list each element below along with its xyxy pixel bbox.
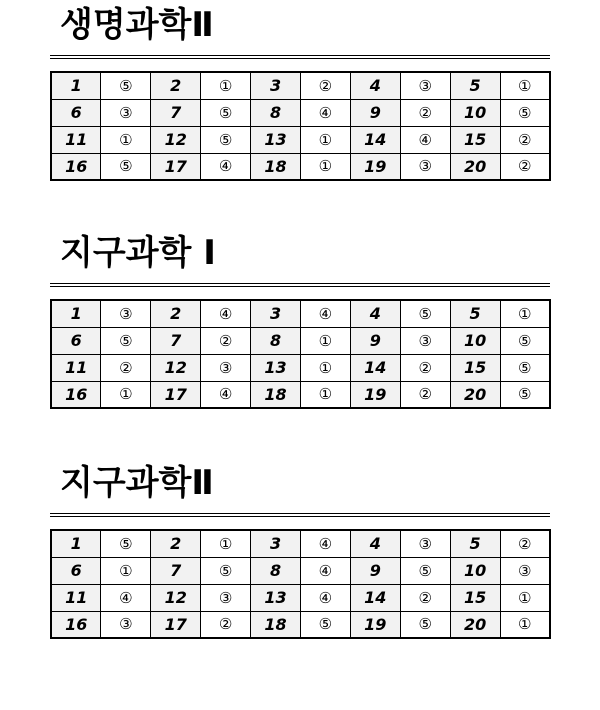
question-number: 1 — [51, 530, 101, 557]
section-title: 지구과학Ⅱ — [60, 463, 214, 503]
answer-row — [51, 584, 550, 611]
question-number: 2 — [151, 300, 201, 327]
answer-choice: ④ — [400, 126, 450, 153]
question-number: 2 — [151, 72, 201, 99]
answer-choice: ④ — [201, 300, 251, 327]
question-number: 13 — [251, 126, 301, 153]
question-number: 17 — [151, 611, 201, 638]
question-number: 11 — [51, 354, 101, 381]
answer-choice: ④ — [300, 300, 350, 327]
answer-row — [51, 153, 550, 180]
question-number: 9 — [350, 327, 400, 354]
answer-choice: ⑤ — [500, 381, 550, 408]
question-number: 16 — [51, 153, 101, 180]
question-number: 17 — [151, 381, 201, 408]
section-title: 생명과학Ⅱ — [60, 5, 214, 45]
answer-choice: ⑤ — [101, 72, 151, 99]
answer-choice: ③ — [101, 300, 151, 327]
answer-choice: ④ — [300, 584, 350, 611]
question-number: 6 — [51, 327, 101, 354]
question-number: 15 — [450, 354, 500, 381]
question-number: 9 — [350, 557, 400, 584]
question-number: 5 — [450, 530, 500, 557]
question-number: 1 — [51, 300, 101, 327]
answer-choice: ② — [300, 72, 350, 99]
question-number: 1 — [51, 72, 101, 99]
question-number: 4 — [350, 530, 400, 557]
question-number: 3 — [251, 530, 301, 557]
question-number: 8 — [251, 557, 301, 584]
answer-choice: ④ — [201, 381, 251, 408]
question-number: 19 — [350, 611, 400, 638]
question-number: 19 — [350, 153, 400, 180]
answer-choice: ① — [101, 557, 151, 584]
question-number: 11 — [51, 584, 101, 611]
question-number: 13 — [251, 354, 301, 381]
question-number: 13 — [251, 584, 301, 611]
answer-choice: ② — [500, 530, 550, 557]
answer-choice: ① — [101, 381, 151, 408]
answer-choice: ④ — [201, 153, 251, 180]
answer-choice: ⑤ — [101, 327, 151, 354]
answer-choice: ① — [500, 300, 550, 327]
answer-choice: ② — [400, 99, 450, 126]
question-number: 2 — [151, 530, 201, 557]
answer-choice: ① — [300, 126, 350, 153]
question-number: 18 — [251, 153, 301, 180]
question-number: 7 — [151, 557, 201, 584]
answer-choice: ③ — [101, 99, 151, 126]
question-number: 6 — [51, 99, 101, 126]
question-number: 3 — [251, 72, 301, 99]
question-number: 5 — [450, 300, 500, 327]
answer-choice: ④ — [300, 557, 350, 584]
question-number: 8 — [251, 327, 301, 354]
question-number: 17 — [151, 153, 201, 180]
answer-table — [50, 71, 551, 181]
question-number: 16 — [51, 381, 101, 408]
question-number: 4 — [350, 300, 400, 327]
answer-choice: ④ — [101, 584, 151, 611]
answer-choice: ⑤ — [400, 300, 450, 327]
answer-choice: ⑤ — [101, 530, 151, 557]
answer-choice: ⑤ — [500, 354, 550, 381]
question-number: 20 — [450, 381, 500, 408]
answer-choice: ⑤ — [500, 327, 550, 354]
question-number: 16 — [51, 611, 101, 638]
answer-choice: ① — [500, 584, 550, 611]
question-number: 18 — [251, 381, 301, 408]
answer-row — [51, 99, 550, 126]
answer-choice: ① — [101, 126, 151, 153]
question-number: 20 — [450, 153, 500, 180]
answer-choice: ② — [500, 126, 550, 153]
answer-choice: ① — [500, 72, 550, 99]
question-number: 18 — [251, 611, 301, 638]
answer-choice: ⑤ — [201, 126, 251, 153]
answer-choice: ③ — [400, 72, 450, 99]
answer-choice: ① — [500, 611, 550, 638]
answer-row — [51, 354, 550, 381]
answer-choice: ⑤ — [500, 99, 550, 126]
title-divider — [50, 513, 550, 517]
section-title: 지구과학 I — [60, 233, 216, 273]
question-number: 9 — [350, 99, 400, 126]
answer-choice: ③ — [400, 153, 450, 180]
answer-row — [51, 557, 550, 584]
answer-choice: ⑤ — [400, 611, 450, 638]
question-number: 11 — [51, 126, 101, 153]
answer-table — [50, 299, 551, 409]
question-number: 10 — [450, 327, 500, 354]
answer-choice: ③ — [201, 584, 251, 611]
answer-choice: ⑤ — [201, 557, 251, 584]
question-number: 19 — [350, 381, 400, 408]
question-number: 7 — [151, 99, 201, 126]
answer-choice: ② — [400, 354, 450, 381]
question-number: 3 — [251, 300, 301, 327]
answer-choice: ① — [300, 327, 350, 354]
question-number: 20 — [450, 611, 500, 638]
answer-choice: ⑤ — [300, 611, 350, 638]
answer-row — [51, 327, 550, 354]
answer-choice: ④ — [300, 530, 350, 557]
question-number: 10 — [450, 99, 500, 126]
answer-choice: ① — [300, 381, 350, 408]
answer-choice: ② — [400, 584, 450, 611]
question-number: 6 — [51, 557, 101, 584]
question-number: 14 — [350, 126, 400, 153]
answer-choice: ① — [201, 72, 251, 99]
answer-choice: ④ — [300, 99, 350, 126]
question-number: 15 — [450, 584, 500, 611]
question-number: 8 — [251, 99, 301, 126]
answer-row — [51, 72, 550, 99]
question-number: 14 — [350, 584, 400, 611]
answer-choice: ⑤ — [201, 99, 251, 126]
answer-row — [51, 381, 550, 408]
answer-choice: ② — [201, 327, 251, 354]
answer-choice: ② — [201, 611, 251, 638]
answer-choice: ⑤ — [400, 557, 450, 584]
title-divider — [50, 283, 550, 287]
question-number: 12 — [151, 126, 201, 153]
answer-choice: ② — [101, 354, 151, 381]
answer-choice: ③ — [400, 530, 450, 557]
question-number: 12 — [151, 584, 201, 611]
answer-row — [51, 530, 550, 557]
question-number: 12 — [151, 354, 201, 381]
question-number: 5 — [450, 72, 500, 99]
answer-choice: ③ — [201, 354, 251, 381]
answer-choice: ③ — [400, 327, 450, 354]
answer-choice: ② — [400, 381, 450, 408]
question-number: 4 — [350, 72, 400, 99]
answer-choice: ① — [300, 354, 350, 381]
answer-row — [51, 611, 550, 638]
title-divider — [50, 55, 550, 59]
answer-row — [51, 300, 550, 327]
question-number: 14 — [350, 354, 400, 381]
answer-choice: ③ — [500, 557, 550, 584]
question-number: 15 — [450, 126, 500, 153]
answer-choice: ① — [201, 530, 251, 557]
answer-choice: ③ — [101, 611, 151, 638]
question-number: 10 — [450, 557, 500, 584]
answer-row — [51, 126, 550, 153]
answer-choice: ② — [500, 153, 550, 180]
question-number: 7 — [151, 327, 201, 354]
answer-choice: ⑤ — [101, 153, 151, 180]
answer-choice: ① — [300, 153, 350, 180]
answer-table — [50, 529, 551, 639]
